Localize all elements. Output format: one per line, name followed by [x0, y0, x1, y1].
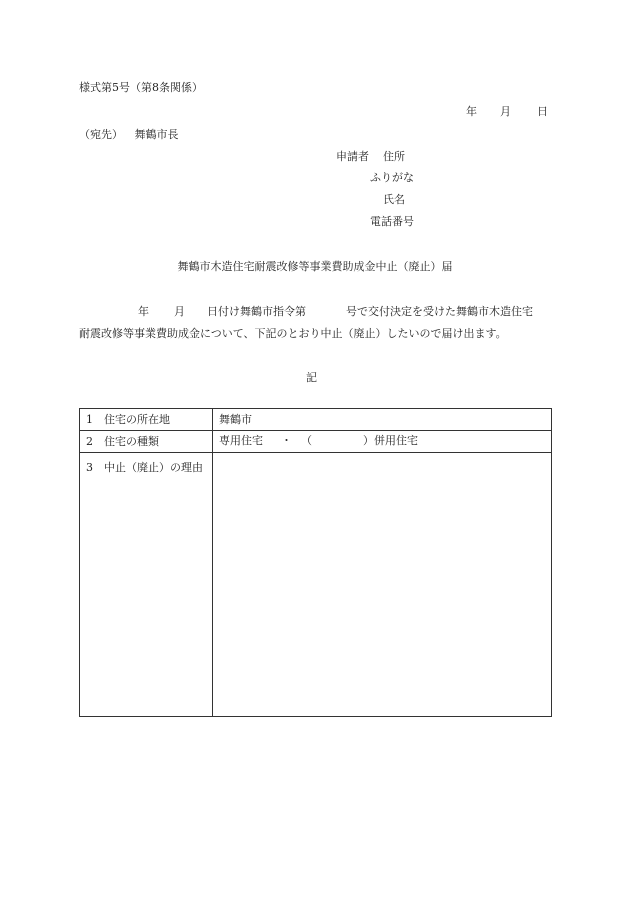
form-number-label: 様式第5号（第8条関係） [79, 81, 203, 94]
date-month-label: 月 [500, 105, 511, 118]
option-combined[interactable]: ）併用住宅 [363, 433, 418, 447]
row-number: 2 [86, 435, 93, 448]
row-label: 中止（廃止）の理由 [104, 461, 203, 474]
addressee-name: 舞鶴市長 [134, 128, 179, 141]
body-text-part1: 日付け舞鶴市指令第 [207, 305, 306, 318]
applicant-label: 申請者 [336, 150, 369, 163]
reason-field[interactable] [213, 453, 552, 717]
applicant-address-label: 住所 [383, 150, 405, 163]
row-label: 住宅の所在地 [104, 413, 170, 426]
date-day-label: 日 [537, 105, 548, 118]
table-row [80, 431, 552, 453]
option-exclusive[interactable]: 専用住宅 [219, 433, 263, 447]
row-number: 1 [86, 413, 93, 426]
option-separator: ・ [281, 433, 292, 447]
body-year-label: 年 [138, 305, 149, 318]
addressee-prefix: （宛先） [79, 128, 123, 141]
row-label-cell [80, 453, 213, 717]
applicant-name-label: 氏名 [383, 193, 405, 206]
applicant-furigana-label: ふりがな [370, 171, 414, 184]
details-table [79, 408, 552, 717]
table-row [80, 453, 552, 717]
body-text-part2: 号で交付決定を受けた舞鶴市木造住宅 [346, 305, 533, 318]
addressee [79, 129, 179, 140]
date-year-label: 年 [466, 105, 477, 118]
housing-type-cell[interactable] [213, 431, 552, 453]
table-row [80, 409, 552, 431]
row-label: 住宅の種類 [104, 435, 159, 448]
housing-type-options [219, 435, 449, 447]
row-number: 3 [86, 461, 93, 474]
option-paren-open: （ [301, 433, 312, 447]
row-label-cell [80, 409, 213, 431]
location-value[interactable]: 舞鶴市 [213, 409, 552, 431]
body-text-line2: 耐震改修等事業費助成金について、下記のとおり中止（廃止）したいので届け出ます。 [79, 327, 507, 340]
ki-label: 記 [306, 371, 317, 384]
body-month-label: 月 [174, 305, 185, 318]
row-label-cell [80, 431, 213, 453]
document-title: 舞鶴市木造住宅耐震改修等事業費助成金中止（廃止）届 [177, 260, 453, 273]
applicant-phone-label: 電話番号 [370, 215, 414, 228]
